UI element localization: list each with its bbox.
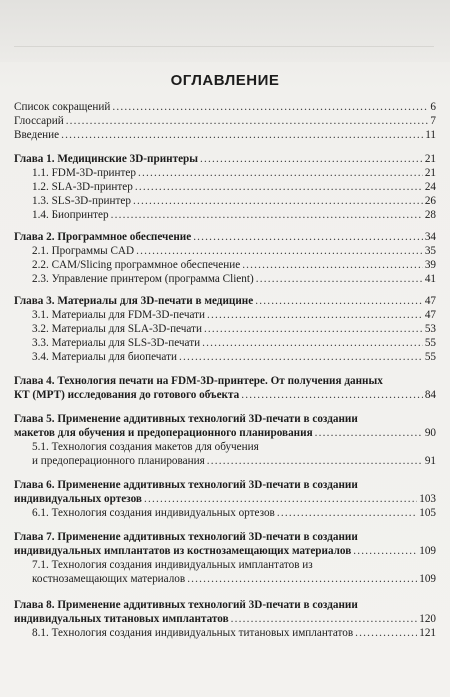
toc-section-3-3[interactable] [0, 336, 450, 350]
leader-dots [111, 208, 423, 222]
section-title: 2.3. Управление принтером (программа Client) [32, 273, 254, 285]
entry-label: Глоссарий [14, 115, 64, 127]
page-number: 24 [424, 181, 436, 193]
page-number: 47 [424, 295, 436, 307]
section-title-line-2: костнозамещающих материалов [32, 573, 186, 585]
section-title-line-1: 7.1. Технология создания индивидуальных имплантатов из [32, 559, 313, 571]
page-number: 35 [424, 245, 436, 257]
toc-chapter-8-line-2[interactable] [0, 612, 450, 626]
chapter-title-line-1: Глава 5. Применение аддитивных технологий 3D-печати в создании [14, 413, 358, 425]
chapter-title: Глава 2. Программное обеспечение [14, 231, 192, 243]
toc-section-7-1-line-2[interactable] [0, 572, 450, 586]
section-title: 1.4. Биопринтер [32, 209, 109, 221]
leader-dots [277, 506, 417, 520]
toc-section-1-4[interactable] [0, 208, 450, 222]
section-title: 1.3. SLS-3D-принтер [32, 195, 131, 207]
toc-chapter-5-line-2[interactable] [0, 426, 450, 440]
page-number: 39 [424, 259, 436, 271]
section-title-line-1: 5.1. Технология создания макетов для обучения [32, 441, 259, 453]
section-title: 1.2. SLA-3D-принтер [32, 181, 133, 193]
toc-entry-introduction[interactable] [0, 128, 450, 142]
section-title: 6.1. Технология создания индивидуальных ортезов [32, 507, 275, 519]
leader-dots [136, 244, 423, 258]
chapter-title-line-1: Глава 4. Технология печати на FDM-3D-принтере. От получения данных [14, 375, 383, 387]
divider [14, 46, 434, 47]
toc-section-2-1[interactable] [0, 244, 450, 258]
page-number: 55 [424, 337, 436, 349]
leader-dots [133, 194, 423, 208]
page-number: 53 [424, 323, 436, 335]
page-number: 47 [424, 309, 436, 321]
page-number: 7 [430, 115, 436, 127]
chapter-title-line-1: Глава 6. Применение аддитивных технологий 3D-печати в создании [14, 479, 358, 491]
page-number: 120 [419, 613, 436, 625]
section-title: 8.1. Технология создания индивидуальных титановых имплантатов [32, 627, 354, 639]
section-title: 3.4. Материалы для биопечати [32, 351, 177, 363]
chapter-title: Глава 3. Материалы для 3D-печати в медицине [14, 295, 254, 307]
chapter-title-line-1: Глава 8. Применение аддитивных технологий 3D-печати в создании [14, 599, 358, 611]
leader-dots [315, 426, 423, 440]
leader-dots [241, 388, 423, 402]
page-number: 21 [424, 153, 436, 165]
toc-section-7-1[interactable] [0, 558, 450, 572]
leader-dots [200, 152, 423, 166]
section-title: 3.2. Материалы для SLA-3D-печати [32, 323, 202, 335]
toc-entry-abbreviations[interactable] [0, 100, 450, 114]
previous-page-bleed [0, 0, 450, 62]
toc-chapter-7-line-2[interactable] [0, 544, 450, 558]
leader-dots [138, 166, 423, 180]
chapter-title-line-1: Глава 7. Применение аддитивных технологий 3D-печати в создании [14, 531, 358, 543]
section-title: 2.2. CAM/Slicing программное обеспечение [32, 259, 241, 271]
toc-section-3-1[interactable] [0, 308, 450, 322]
section-title: 1.1. FDM-3D-принтер [32, 167, 136, 179]
toc-section-3-4[interactable] [0, 350, 450, 364]
chapter-title-line-2: индивидуальных ортезов [14, 493, 142, 505]
toc-chapter-8[interactable] [0, 598, 450, 612]
entry-label: Введение [14, 129, 60, 141]
chapter-title-line-2: КТ (МРТ) исследования до готового объекта [14, 389, 240, 401]
leader-dots [193, 230, 423, 244]
toc-section-1-1[interactable] [0, 166, 450, 180]
leader-dots [135, 180, 423, 194]
toc-section-1-3[interactable] [0, 194, 450, 208]
toc-chapter-3[interactable] [0, 294, 450, 308]
leader-dots [144, 492, 417, 506]
page-number: 26 [424, 195, 436, 207]
chapter-title-line-2: индивидуальных титановых имплантатов [14, 613, 229, 625]
toc-section-3-2[interactable] [0, 322, 450, 336]
leader-dots [242, 258, 423, 272]
page-number: 34 [424, 231, 436, 243]
toc-chapter-5[interactable] [0, 412, 450, 426]
page-number: 105 [419, 507, 436, 519]
page-number: 21 [424, 167, 436, 179]
toc-chapter-2[interactable] [0, 230, 450, 244]
page-number: 41 [424, 273, 436, 285]
leader-dots [231, 612, 418, 626]
toc-entry-glossary[interactable] [0, 114, 450, 128]
toc-chapter-6[interactable] [0, 478, 450, 492]
chapter-title-line-2: индивидуальных имплантатов из костнозамещающих материалов [14, 545, 352, 557]
leader-dots [187, 572, 417, 586]
section-title: 3.3. Материалы для SLS-3D-печати [32, 337, 201, 349]
page-number: 103 [419, 493, 436, 505]
section-title: 2.1. Программы CAD [32, 245, 135, 257]
leader-dots [179, 350, 423, 364]
leader-dots [202, 336, 423, 350]
page-number: 11 [425, 129, 436, 141]
toc-chapter-4[interactable] [0, 374, 450, 388]
page-title: ОГЛАВЛЕНИЕ [170, 72, 280, 89]
toc-chapter-7[interactable] [0, 530, 450, 544]
leader-dots [255, 294, 423, 308]
page-number: 6 [430, 101, 436, 113]
entry-label: Список сокращений [14, 101, 111, 113]
section-title: 3.1. Материалы для FDM-3D-печати [32, 309, 206, 321]
toc-chapter-6-line-2[interactable] [0, 492, 450, 506]
toc-section-5-1-line-2[interactable] [0, 454, 450, 468]
toc-chapter-4-line-2[interactable] [0, 388, 450, 402]
leader-dots [207, 308, 423, 322]
leader-dots [61, 128, 423, 142]
toc-section-5-1[interactable] [0, 440, 450, 454]
leader-dots [204, 322, 423, 336]
leader-dots [207, 454, 423, 468]
leader-dots [112, 100, 428, 114]
section-title-line-2: и предоперационного планирования [32, 455, 205, 467]
page-number: 55 [424, 351, 436, 363]
page-number: 28 [424, 209, 436, 221]
page-number: 90 [424, 427, 436, 439]
chapter-title-line-2: макетов для обучения и предоперационного планирования [14, 427, 313, 439]
page-number: 109 [419, 545, 436, 557]
page-number: 109 [419, 573, 436, 585]
toc-section-8-1[interactable] [0, 626, 450, 640]
leader-dots [355, 626, 417, 640]
page-number: 84 [424, 389, 436, 401]
toc-section-2-2[interactable] [0, 258, 450, 272]
leader-dots [66, 114, 429, 128]
leader-dots [353, 544, 417, 558]
page-number: 91 [424, 455, 436, 467]
toc-chapter-1[interactable] [0, 152, 450, 166]
toc-section-1-2[interactable] [0, 180, 450, 194]
toc-section-6-1[interactable] [0, 506, 450, 520]
toc-section-2-3[interactable] [0, 272, 450, 286]
chapter-title: Глава 1. Медицинские 3D-принтеры [14, 153, 199, 165]
leader-dots [256, 272, 423, 286]
page-number: 121 [419, 627, 436, 639]
